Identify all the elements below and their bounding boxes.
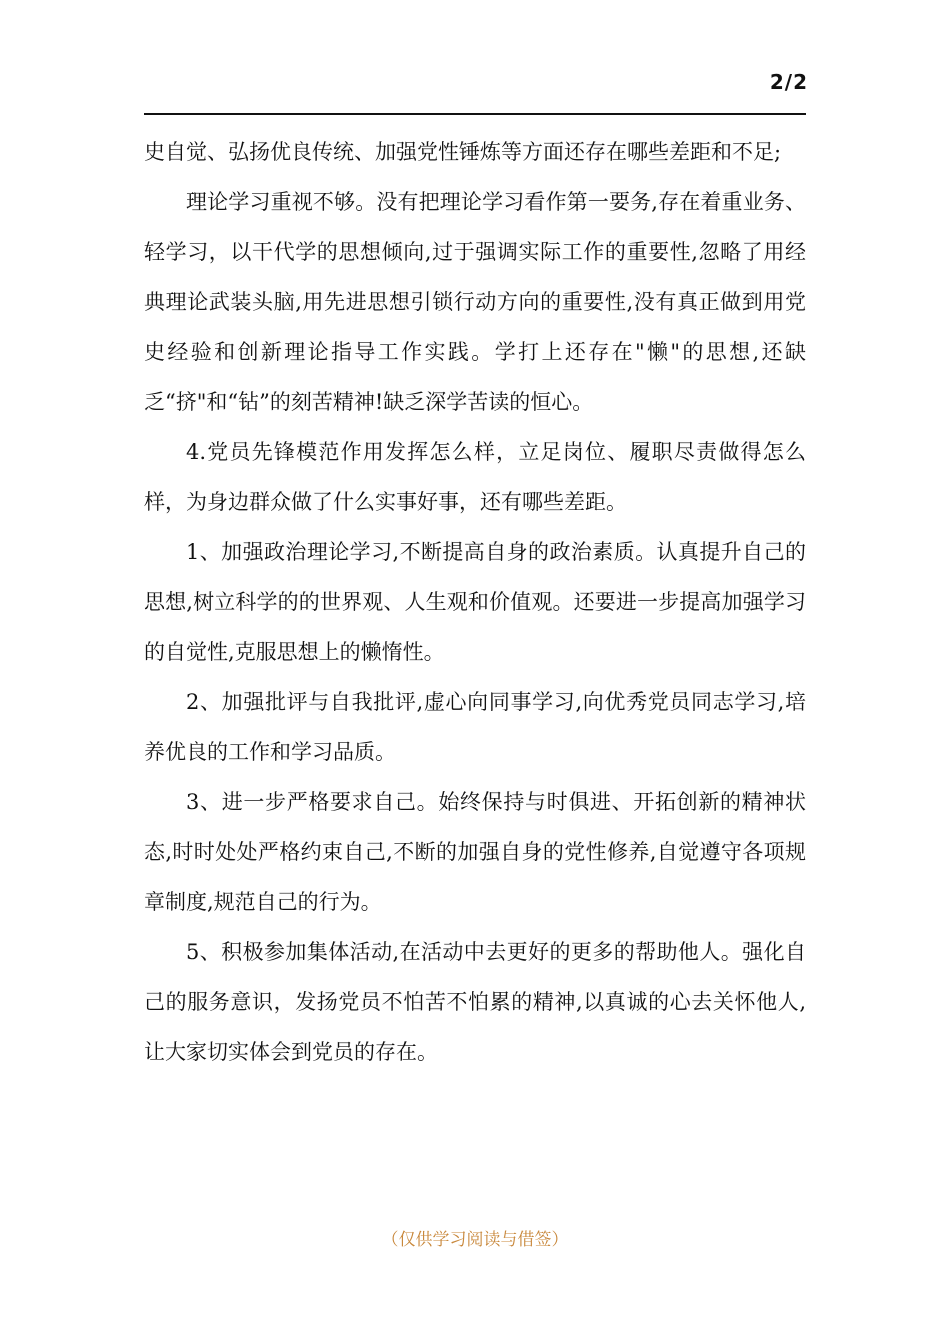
document-body [144,127,806,1077]
footer-note: （仅供学习阅读与借签） [381,1230,569,1250]
paragraph: 1、加强政治理论学习,不断提高自身的政治素质。认真提升自己的思想,树立科学的的世界观、人生观和价值观。还要进一步提高加强学习的自觉性,克服思想上的懒惰性。 [144,540,806,664]
paragraph: 5、积极参加集体活动,在活动中去更好的更多的帮助他人。强化自己的服务意识，发扬党员不怕苦不怕累的精神,以真诚的心去关怀他人,让大家切实体会到党员的存在。 [144,940,806,1064]
paragraph: 4.党员先锋模范作用发挥怎么样，立足岗位、履职尽责做得怎么样，为身边群众做了什么实事好事，还有哪些差距。 [144,440,806,514]
header-divider [144,113,806,115]
paragraph: 3、进一步严格要求自己。始终保持与时俱进、开拓创新的精神状态,时时处处严格约束自己,不断的加强自身的党性修养,自觉遵守各项规章制度,规范自己的行为。 [144,790,806,914]
paragraph: 理论学习重视不够。没有把理论学习看作第一要务,存在着重业务、轻学习，以干代学的思想倾向,过于强调实际工作的重要性,忽略了用经典理论武装头脑,用先进思想引锁行动方向的重要性,没有真正做到用党史经验和创新理论指导工作实践。学打上还存在"懒"的思想,还缺乏“挤"和“钻”的刻苦精神!缺乏深学苦读的恒心。 [144,190,806,414]
page-number: 2/2 [769,70,808,94]
paragraph: 2、加强批评与自我批评,虚心向同事学习,向优秀党员同志学习,培养优良的工作和学习品质。 [144,690,806,764]
paragraph: 史自觉、弘扬优良传统、加强党性锤炼等方面还存在哪些差距和不足; [144,140,782,164]
